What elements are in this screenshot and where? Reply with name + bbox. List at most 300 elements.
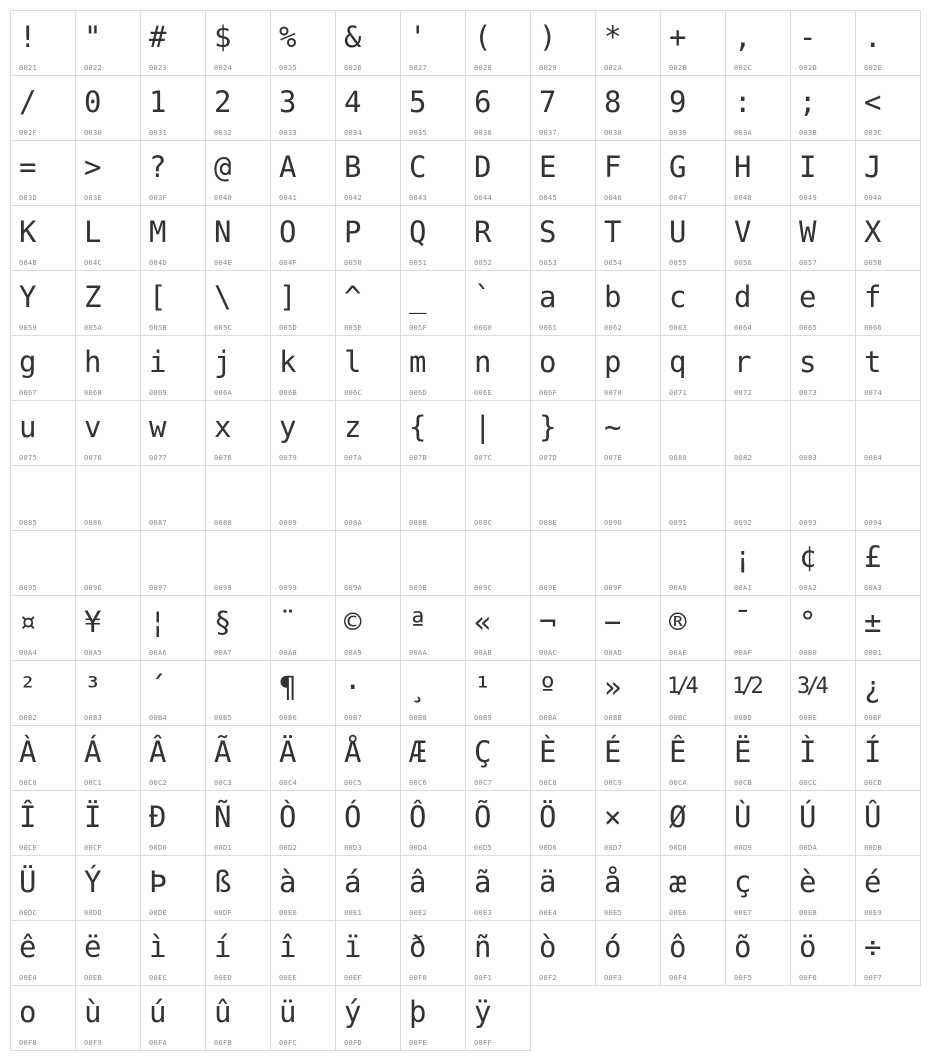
glyph-code: 00B6 [279, 714, 298, 722]
glyph-cell [595, 855, 661, 921]
glyph-code: 00E2 [409, 909, 428, 917]
glyph-cell [790, 660, 856, 726]
glyph-char: Ë [734, 735, 752, 769]
glyph-code: 00D6 [539, 844, 558, 852]
glyph-char: ¸ [409, 670, 427, 704]
glyph-code: 00BB [604, 714, 623, 722]
glyph-char: A [279, 150, 297, 184]
glyph-code: 00AB [474, 649, 493, 657]
glyph-char: G [669, 150, 687, 184]
glyph-code: 00C0 [19, 779, 38, 787]
glyph-cell [10, 270, 76, 336]
glyph-cell [530, 725, 596, 791]
glyph-code: 0086 [84, 519, 103, 527]
glyph-cell [595, 920, 661, 986]
glyph-cell [855, 205, 921, 271]
glyph-code: 0074 [864, 389, 883, 397]
glyph-cell [75, 530, 141, 596]
glyph-code: 00F5 [734, 974, 753, 982]
glyph-code: 00DA [799, 844, 818, 852]
glyph-code: 00D5 [474, 844, 493, 852]
glyph-code: 0065 [799, 324, 818, 332]
glyph-char: N [214, 215, 232, 249]
glyph-code: 00BA [539, 714, 558, 722]
glyph-cell [10, 530, 76, 596]
glyph-code: 003B [799, 129, 818, 137]
glyph-char: Î [19, 800, 37, 834]
glyph-cell [530, 920, 596, 986]
glyph-char: : [734, 85, 752, 119]
glyph-code: 002D [799, 64, 818, 72]
glyph-char: Ô [409, 800, 427, 834]
glyph-code: 00E4 [539, 909, 558, 917]
glyph-char: h [84, 345, 102, 379]
glyph-cell [855, 400, 921, 466]
glyph-cell [10, 465, 76, 531]
glyph-cell [205, 920, 271, 986]
glyph-code: 00A8 [279, 649, 298, 657]
glyph-cell [205, 855, 271, 921]
glyph-cell [725, 595, 791, 661]
glyph-cell [270, 790, 336, 856]
glyph-cell [465, 465, 531, 531]
glyph-code: 0067 [19, 389, 38, 397]
glyph-code: 0030 [84, 129, 103, 137]
glyph-char: ì [149, 930, 167, 964]
glyph-char: × [604, 800, 622, 834]
glyph-cell [660, 75, 726, 141]
glyph-cell [400, 10, 466, 76]
glyph-cell [205, 465, 271, 531]
glyph-code: 00F8 [19, 1039, 38, 1047]
glyph-cell [660, 205, 726, 271]
glyph-cell [530, 335, 596, 401]
glyph-code: 00ED [214, 974, 233, 982]
glyph-cell [75, 10, 141, 76]
glyph-cell [335, 790, 401, 856]
glyph-code: 008B [409, 519, 428, 527]
glyph-char: ï [344, 930, 362, 964]
glyph-cell [855, 335, 921, 401]
glyph-code: 003F [149, 194, 168, 202]
glyph-cell [10, 75, 76, 141]
glyph-char: ` [474, 280, 492, 314]
glyph-cell [530, 660, 596, 726]
glyph-cell [335, 10, 401, 76]
glyph-code: 006D [409, 389, 428, 397]
glyph-cell [790, 140, 856, 206]
glyph-char: o [539, 345, 557, 379]
glyph-cell [855, 660, 921, 726]
glyph-char: Ü [19, 865, 37, 899]
glyph-code: 0090 [604, 519, 623, 527]
glyph-code: 0087 [149, 519, 168, 527]
glyph-code: 00F6 [799, 974, 818, 982]
glyph-code: 007B [409, 454, 428, 462]
glyph-cell [75, 855, 141, 921]
glyph-cell [10, 400, 76, 466]
glyph-cell [725, 10, 791, 76]
glyph-char: · [344, 670, 362, 704]
glyph-code: 003E [84, 194, 103, 202]
glyph-cell [790, 335, 856, 401]
glyph-code: 009E [539, 584, 558, 592]
glyph-code: 0042 [344, 194, 363, 202]
glyph-cell [530, 855, 596, 921]
glyph-cell [855, 270, 921, 336]
glyph-cell [465, 660, 531, 726]
glyph-code: 009B [409, 584, 428, 592]
glyph-char: ð [409, 930, 427, 964]
glyph-cell [205, 335, 271, 401]
glyph-code: 00B1 [864, 649, 883, 657]
glyph-code: 0060 [474, 324, 493, 332]
glyph-code: 0084 [864, 454, 883, 462]
glyph-cell [465, 400, 531, 466]
glyph-char: V [734, 215, 752, 249]
glyph-cell [595, 465, 661, 531]
glyph-code: 0022 [84, 64, 103, 72]
glyph-cell [660, 725, 726, 791]
glyph-code: 0028 [474, 64, 493, 72]
glyph-code: 00C4 [279, 779, 298, 787]
glyph-char: , [734, 20, 752, 54]
glyph-cell [10, 985, 76, 1051]
glyph-cell [140, 790, 206, 856]
glyph-char: { [409, 410, 427, 444]
glyph-code: 00D2 [279, 844, 298, 852]
glyph-char: Đ [149, 800, 167, 834]
glyph-cell [75, 725, 141, 791]
glyph-cell [75, 400, 141, 466]
glyph-char: B [344, 150, 362, 184]
glyph-code: 00F3 [604, 974, 623, 982]
glyph-cell [335, 465, 401, 531]
glyph-code: 00F0 [409, 974, 428, 982]
glyph-char: ô [669, 930, 687, 964]
glyph-char: « [474, 605, 492, 639]
glyph-char: Ñ [214, 800, 232, 834]
glyph-char: p [604, 345, 622, 379]
glyph-cell [855, 465, 921, 531]
glyph-code: 0027 [409, 64, 428, 72]
glyph-char: ç [734, 865, 752, 899]
glyph-char: 8 [604, 85, 622, 119]
glyph-code: 00DF [214, 909, 233, 917]
glyph-cell [530, 205, 596, 271]
glyph-char: £ [864, 540, 882, 574]
glyph-code: 0036 [474, 129, 493, 137]
glyph-char: © [344, 605, 362, 639]
glyph-cell [725, 270, 791, 336]
glyph-char: Ò [279, 800, 297, 834]
glyph-code: 004B [19, 259, 38, 267]
glyph-char: a [539, 280, 557, 314]
glyph-char: @ [214, 150, 232, 184]
glyph-code: 00CF [84, 844, 103, 852]
glyph-code: 0038 [604, 129, 623, 137]
glyph-cell [790, 790, 856, 856]
glyph-cell [140, 595, 206, 661]
glyph-code: 00B7 [344, 714, 363, 722]
glyph-code: 0051 [409, 259, 428, 267]
glyph-code: 0043 [409, 194, 428, 202]
glyph-code: 0025 [279, 64, 298, 72]
glyph-code: 0029 [539, 64, 558, 72]
glyph-cell [660, 530, 726, 596]
glyph-code: 00F9 [84, 1039, 103, 1047]
glyph-cell [400, 530, 466, 596]
glyph-cell [140, 400, 206, 466]
glyph-char: K [19, 215, 37, 249]
glyph-cell [400, 205, 466, 271]
glyph-cell [335, 335, 401, 401]
glyph-code: 006A [214, 389, 233, 397]
glyph-code: 0076 [84, 454, 103, 462]
glyph-cell [140, 140, 206, 206]
glyph-char: r [734, 345, 752, 379]
glyph-code: 00A6 [149, 649, 168, 657]
glyph-code: 00C5 [344, 779, 363, 787]
glyph-code: 008A [344, 519, 363, 527]
glyph-cell [270, 205, 336, 271]
glyph-cell [465, 335, 531, 401]
glyph-char: í [214, 930, 232, 964]
glyph-cell [595, 725, 661, 791]
glyph-cell [465, 140, 531, 206]
glyph-cell [725, 790, 791, 856]
glyph-code: 0072 [734, 389, 753, 397]
glyph-cell [75, 790, 141, 856]
glyph-code: 00B5 [214, 714, 233, 722]
glyph-cell [10, 790, 76, 856]
glyph-char: n [474, 345, 492, 379]
glyph-cell [855, 790, 921, 856]
glyph-cell [205, 270, 271, 336]
glyph-char: ¬ [539, 605, 557, 639]
glyph-code: 0078 [214, 454, 233, 462]
glyph-code: 0046 [604, 194, 623, 202]
glyph-cell [465, 920, 531, 986]
glyph-cell [660, 595, 726, 661]
glyph-char: ^ [344, 280, 362, 314]
glyph-cell [270, 10, 336, 76]
glyph-code: 00D9 [734, 844, 753, 852]
glyph-char: Y [19, 280, 37, 314]
glyph-cell [270, 400, 336, 466]
glyph-code: 00E1 [344, 909, 363, 917]
glyph-char: ¯ [734, 605, 752, 639]
glyph-code: 00FC [279, 1039, 298, 1047]
glyph-char: 5 [409, 85, 427, 119]
glyph-cell [660, 400, 726, 466]
glyph-code: 00B3 [84, 714, 103, 722]
glyph-cell [335, 140, 401, 206]
glyph-cell [790, 400, 856, 466]
glyph-cell [270, 75, 336, 141]
glyph-char: w [149, 410, 167, 444]
glyph-cell [790, 465, 856, 531]
glyph-code: 00E8 [799, 909, 818, 917]
glyph-code: 00C9 [604, 779, 623, 787]
glyph-cell [270, 920, 336, 986]
glyph-code: 002A [604, 64, 623, 72]
glyph-code: 0082 [734, 454, 753, 462]
glyph-code: 0040 [214, 194, 233, 202]
glyph-cell [725, 465, 791, 531]
glyph-cell [75, 465, 141, 531]
glyph-cell [10, 595, 76, 661]
glyph-cell [465, 75, 531, 141]
glyph-code: 005D [279, 324, 298, 332]
glyph-char: 1/2 [732, 674, 760, 699]
glyph-cell [400, 270, 466, 336]
glyph-cell [465, 790, 531, 856]
glyph-cell [530, 400, 596, 466]
glyph-code: 0055 [669, 259, 688, 267]
glyph-char: [ [149, 280, 167, 314]
glyph-char: ² [19, 670, 37, 704]
glyph-cell [855, 530, 921, 596]
glyph-cell [725, 335, 791, 401]
glyph-cell [660, 920, 726, 986]
glyph-cell [790, 205, 856, 271]
glyph-cell [400, 660, 466, 726]
glyph-cell [270, 660, 336, 726]
glyph-code: 00C6 [409, 779, 428, 787]
glyph-code: 0024 [214, 64, 233, 72]
glyph-char: e [799, 280, 817, 314]
glyph-char: ] [279, 280, 297, 314]
glyph-code: 00EF [344, 974, 363, 982]
glyph-code: 003D [19, 194, 38, 202]
glyph-code: 00EE [279, 974, 298, 982]
glyph-code: 00F4 [669, 974, 688, 982]
glyph-char: ¦ [149, 605, 167, 639]
glyph-code: 00EA [19, 974, 38, 982]
glyph-char: c [669, 280, 687, 314]
glyph-cell [855, 140, 921, 206]
glyph-char: f [864, 280, 882, 314]
glyph-char: l [344, 345, 362, 379]
glyph-char: § [214, 605, 232, 639]
glyph-cell [140, 465, 206, 531]
glyph-char: Ê [669, 735, 687, 769]
glyph-cell [335, 595, 401, 661]
glyph-cell [595, 75, 661, 141]
glyph-char: H [734, 150, 752, 184]
glyph-cell [140, 985, 206, 1051]
glyph-char: 9 [669, 85, 687, 119]
glyph-char: È [539, 735, 557, 769]
glyph-code: 0050 [344, 259, 363, 267]
glyph-char: 4 [344, 85, 362, 119]
glyph-cell [335, 270, 401, 336]
glyph-code: 0062 [604, 324, 623, 332]
glyph-char: á [344, 865, 362, 899]
glyph-char: ª [409, 605, 427, 639]
glyph-char: Ó [344, 800, 362, 834]
glyph-code: 00AF [734, 649, 753, 657]
glyph-code: 005C [214, 324, 233, 332]
glyph-char: â [409, 865, 427, 899]
glyph-cell [205, 10, 271, 76]
glyph-code: 00FD [344, 1039, 363, 1047]
glyph-code: 00D7 [604, 844, 623, 852]
glyph-char: ¹ [474, 670, 492, 704]
glyph-cell [400, 465, 466, 531]
glyph-cell [725, 725, 791, 791]
glyph-char: ´ [149, 670, 167, 704]
glyph-char: j [214, 345, 232, 379]
glyph-cell [595, 595, 661, 661]
glyph-char: u [19, 410, 37, 444]
glyph-char: Ø [669, 800, 687, 834]
glyph-code: 0063 [669, 324, 688, 332]
glyph-cell [400, 920, 466, 986]
glyph-code: 0093 [799, 519, 818, 527]
glyph-code: 0094 [864, 519, 883, 527]
glyph-cell [10, 10, 76, 76]
glyph-cell [660, 465, 726, 531]
glyph-code: 0080 [669, 454, 688, 462]
glyph-cell [790, 530, 856, 596]
glyph-char: Â [149, 735, 167, 769]
glyph-code: 0089 [279, 519, 298, 527]
glyph-char: d [734, 280, 752, 314]
glyph-code: 00FA [149, 1039, 168, 1047]
glyph-char: ¨ [279, 605, 297, 639]
glyph-char: ß [214, 865, 232, 899]
glyph-char: î [279, 930, 297, 964]
glyph-code: 00BF [864, 714, 883, 722]
glyph-code: 0066 [864, 324, 883, 332]
glyph-code: 0031 [149, 129, 168, 137]
glyph-cell [595, 530, 661, 596]
glyph-cell [400, 140, 466, 206]
glyph-code: 0085 [19, 519, 38, 527]
glyph-cell [855, 920, 921, 986]
glyph-code: 006B [279, 389, 298, 397]
glyph-code: 002E [864, 64, 883, 72]
glyph-cell [10, 920, 76, 986]
glyph-code: 00D8 [669, 844, 688, 852]
glyph-code: 00DD [84, 909, 103, 917]
glyph-char: < [864, 85, 882, 119]
glyph-char: è [799, 865, 817, 899]
glyph-code: 0088 [214, 519, 233, 527]
glyph-code: 00A5 [84, 649, 103, 657]
glyph-char: þ [409, 995, 427, 1029]
glyph-cell [270, 465, 336, 531]
glyph-cell [725, 205, 791, 271]
glyph-code: 002F [19, 129, 38, 137]
glyph-char: Û [864, 800, 882, 834]
glyph-cell [335, 725, 401, 791]
glyph-cell [530, 595, 596, 661]
glyph-code: 00C7 [474, 779, 493, 787]
glyph-code: 00C8 [539, 779, 558, 787]
glyph-cell [660, 335, 726, 401]
glyph-char: ë [84, 930, 102, 964]
glyph-cell [10, 855, 76, 921]
glyph-code: 0026 [344, 64, 363, 72]
glyph-char: ) [539, 20, 557, 54]
glyph-cell [335, 985, 401, 1051]
glyph-cell [660, 660, 726, 726]
glyph-code: 0056 [734, 259, 753, 267]
glyph-code: 0073 [799, 389, 818, 397]
